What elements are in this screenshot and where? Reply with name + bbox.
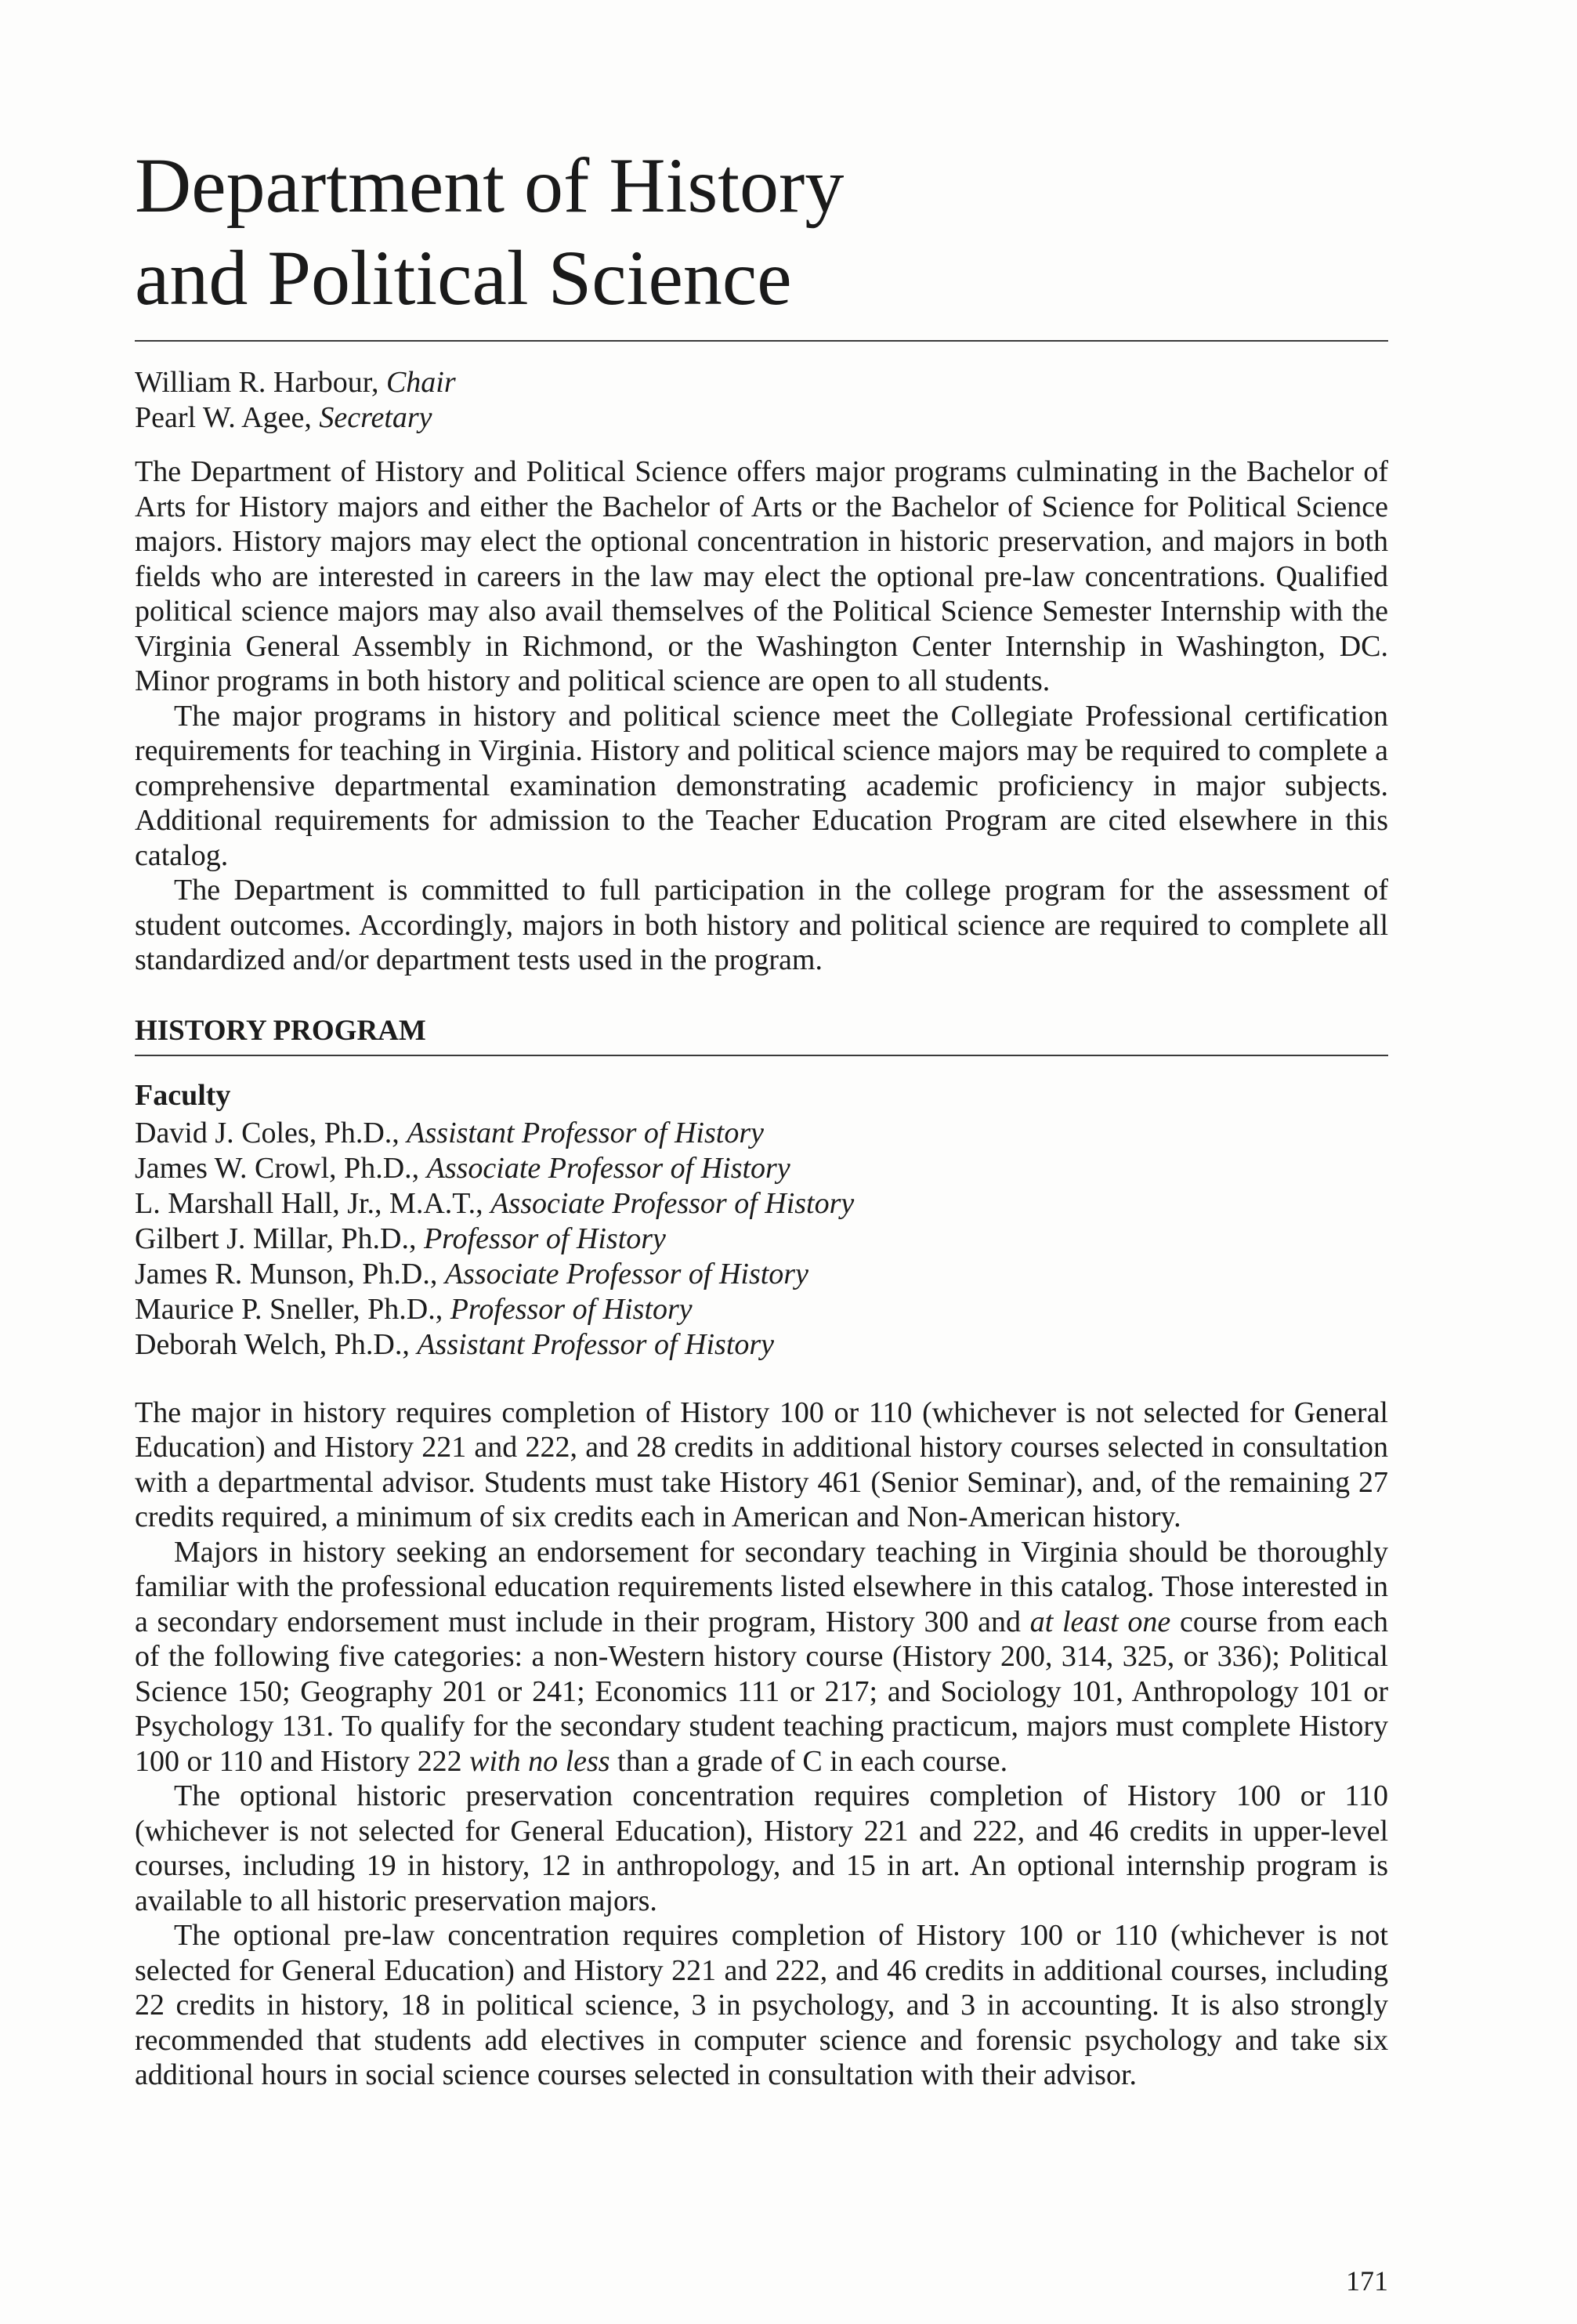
officer-chair bbox=[135, 365, 1388, 400]
faculty-member bbox=[135, 1327, 1388, 1363]
officer-role: Secretary bbox=[319, 401, 432, 434]
faculty-member bbox=[135, 1222, 1388, 1257]
faculty-member bbox=[135, 1257, 1388, 1292]
faculty-list bbox=[135, 1116, 1388, 1363]
faculty-member bbox=[135, 1151, 1388, 1186]
faculty-title: Associate Professor of History bbox=[444, 1257, 808, 1291]
intro-paragraph-1: The Department of History and Political Science offers major programs culminating in the Bachelor of Arts for History majors and either the Bachelor of Arts or the Bachelor of Science for Political Science majors. History majors may elect the optional concentration in historic preservation, and majors in both fields who are interested in careers in the law may elect the optional pre-law concentrations. Qualified political science majors may also avail themselves of the Political Science Semester Internship with the Virginia General Assembly in Richmond, or the Washington Center Internship in Washington, DC. Minor programs in both history and political science are open to all students. bbox=[135, 455, 1388, 697]
department-officers bbox=[135, 365, 1388, 436]
faculty-title: Assistant Professor of History bbox=[417, 1327, 775, 1361]
faculty-title: Assistant Professor of History bbox=[407, 1116, 764, 1149]
officer-secretary bbox=[135, 400, 1388, 436]
faculty-heading: Faculty bbox=[135, 1078, 231, 1112]
faculty-name: Deborah Welch, Ph.D., bbox=[135, 1327, 418, 1361]
officer-name: William R. Harbour, bbox=[135, 366, 386, 399]
officer-name: Pearl W. Agee, bbox=[135, 401, 320, 434]
faculty-title: Associate Professor of History bbox=[490, 1186, 855, 1220]
history-major-paragraph: The major in history requires completion of History 100 or 110 (whichever is not selected for General Education) and History 221 and 222, and 28 credits in additional history courses selected in consultation with a departmental advisor. Students must take History 461 (Senior Seminar), and, of the remaining 27 credits required, a minimum of six credits each in American and Non-American history. bbox=[135, 1395, 1388, 1533]
officer-role: Chair bbox=[385, 366, 456, 399]
emphasis-text: with no less bbox=[469, 1744, 610, 1778]
faculty-member bbox=[135, 1116, 1388, 1151]
intro-paragraph-2: The major programs in history and political science meet the Collegiate Professional certification requirements for teaching in Virginia. History and political science majors may be required to complete a comprehensive departmental examination demonstrating academic proficiency in major subjects. Additional requirements for admission to the Teacher Education Program are cited elsewhere in this catalog. bbox=[135, 699, 1388, 872]
faculty-title: Professor of History bbox=[450, 1292, 693, 1326]
faculty-member bbox=[135, 1292, 1388, 1327]
title-divider bbox=[135, 340, 1388, 342]
section-heading-history-program: HISTORY PROGRAM bbox=[135, 1014, 426, 1047]
paragraph-text: than a grade of C in each course. bbox=[609, 1744, 1008, 1778]
faculty-name: James W. Crowl, Ph.D., bbox=[135, 1151, 427, 1185]
faculty-title: Professor of History bbox=[423, 1222, 666, 1255]
paragraph-text: course from each of the following five categories: a non-Western history course (History 200, 314, 325, or 336); Political Science 150; Geography 201 or 241; Economics 111 or 217; and Sociology 101, Anthropology 101 or Psychology 131. To qualify for the secondary student teaching practicum, majors must complete History 100 or 110 and History 222 bbox=[135, 1605, 1388, 1778]
faculty-name: L. Marshall Hall, Jr., M.A.T., bbox=[135, 1186, 491, 1220]
emphasis-text: at least one bbox=[1029, 1605, 1171, 1638]
faculty-name: David J. Coles, Ph.D., bbox=[135, 1116, 407, 1149]
faculty-member bbox=[135, 1186, 1388, 1222]
intro-paragraph-3: The Department is committed to full participation in the college program for the assessment of student outcomes. Accordingly, majors in both history and political science are required to complete all standardized and/or department tests used in the program. bbox=[135, 874, 1388, 976]
page-number: 171 bbox=[1346, 2265, 1388, 2297]
historic-preservation-paragraph: The optional historic preservation concentration requires completion of History 100 or 110 (whichever is not selected for General Education), History 221 and 222, and 46 credits in upper-level courses, including 19 in history, 12 in anthropology, and 15 in art. An optional internship program is available to all historic preservation majors. bbox=[135, 1779, 1388, 1917]
secondary-endorsement-paragraph bbox=[135, 1535, 1388, 1779]
page-content bbox=[135, 139, 1388, 2093]
title-line-1: Department of History bbox=[135, 142, 845, 229]
faculty-title: Associate Professor of History bbox=[426, 1151, 790, 1185]
page-title bbox=[135, 139, 1388, 324]
faculty-name: James R. Munson, Ph.D., bbox=[135, 1257, 445, 1291]
section-divider bbox=[135, 1055, 1388, 1056]
title-line-2: and Political Science bbox=[135, 234, 792, 321]
faculty-name: Maurice P. Sneller, Ph.D., bbox=[135, 1292, 450, 1326]
paragraph-text: Majors in history seeking an endorsement for secondary teaching in Virginia should be thoroughly familiar with the professional education requirements listed elsewhere in this catalog. Those interested in a secondary endorsement must include in their program, History 300 and bbox=[135, 1535, 1388, 1638]
faculty-name: Gilbert J. Millar, Ph.D., bbox=[135, 1222, 424, 1255]
pre-law-paragraph: The optional pre-law concentration requires completion of History 100 or 110 (whichever is not selected for General Education) and History 221 and 222, and 46 credits in additional courses, including 22 credits in history, 18 in political science, 3 in psychology, and 3 in accounting. It is also strongly recommended that students add electives in computer science and forensic psychology and take six additional hours in social science courses selected in consultation with their advisor. bbox=[135, 1919, 1388, 2091]
